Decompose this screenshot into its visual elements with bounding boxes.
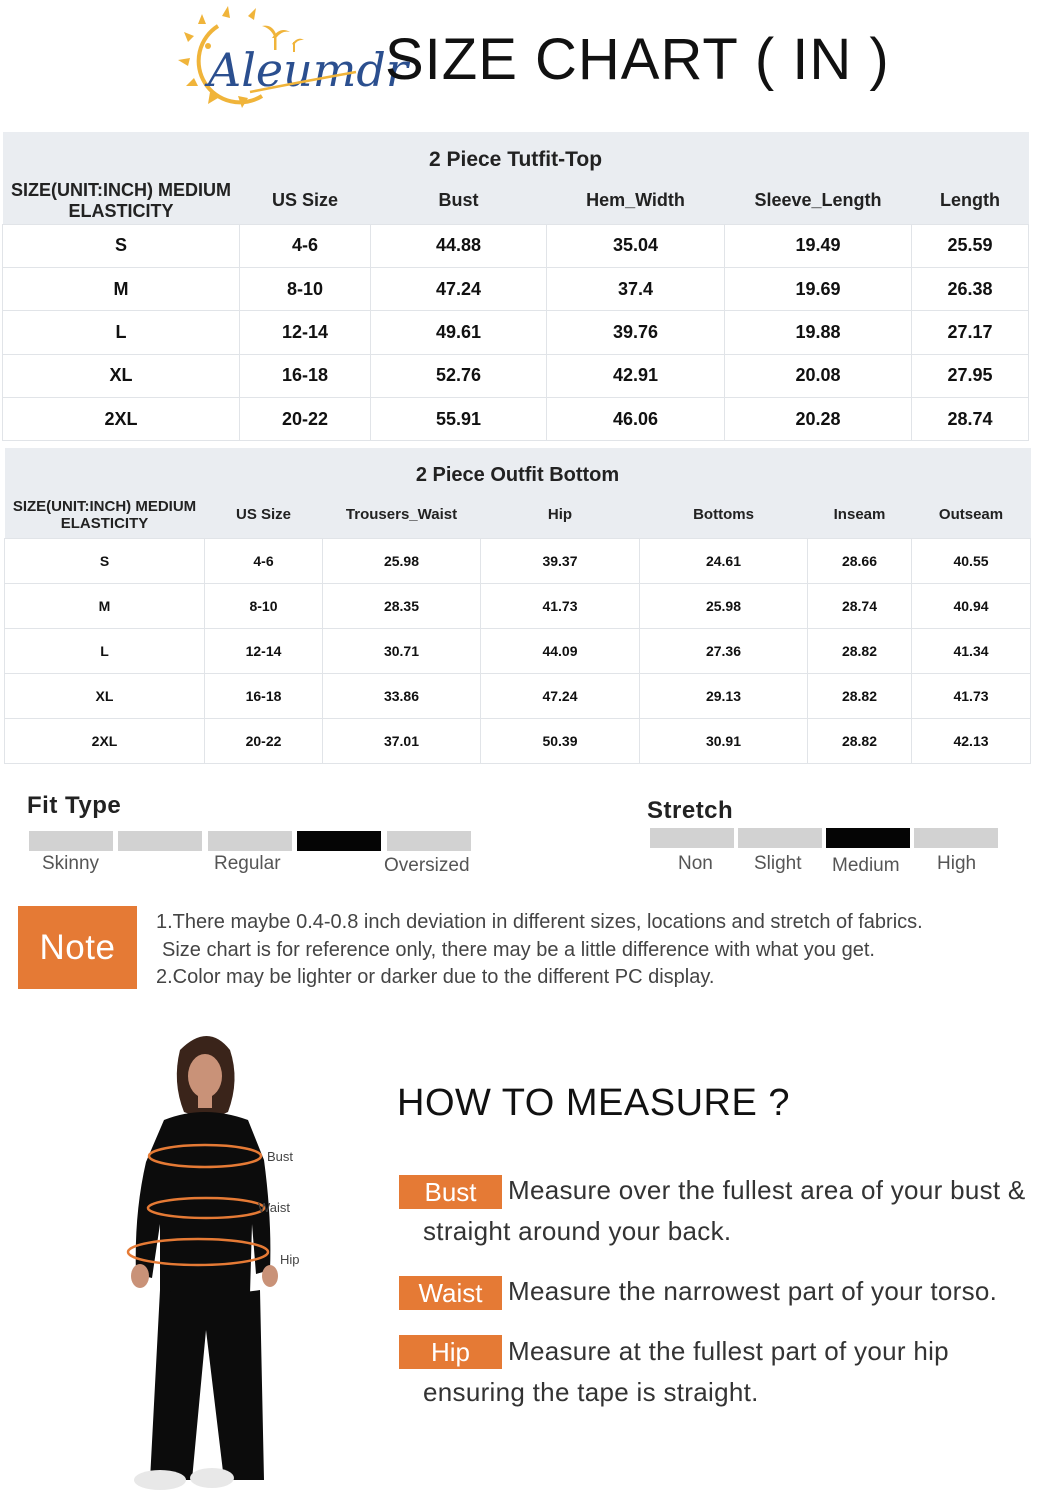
table-row: [3, 354, 1029, 397]
bust-badge: Bust: [399, 1175, 502, 1209]
table-cell: 25.98: [323, 538, 481, 583]
bust-instruction-line-2: straight around your back.: [423, 1216, 732, 1246]
bust-instruction-line-1: Measure over the fullest area of your bust &: [508, 1175, 1026, 1205]
stretch-title: Stretch: [647, 797, 734, 824]
fit-bar-1: [29, 831, 113, 851]
brand-logo: [172, 4, 408, 112]
table-cell: 28.74: [912, 398, 1029, 441]
table-cell: 24.61: [640, 538, 808, 583]
table-cell: 28.82: [808, 718, 912, 763]
table-cell: 40.94: [912, 583, 1031, 628]
hip-badge: Hip: [399, 1335, 502, 1369]
table-cell: 8-10: [240, 267, 371, 310]
bottom-header-cell: Hip: [481, 492, 640, 538]
table-cell: 25.98: [640, 583, 808, 628]
table-cell: 42.13: [912, 718, 1031, 763]
table-cell: 4-6: [240, 224, 371, 267]
stretch-label-medium: Medium: [832, 855, 900, 876]
table-cell: 2XL: [5, 718, 205, 763]
table-cell: 27.36: [640, 628, 808, 673]
bottom-size-table: [4, 448, 1030, 764]
top-table-title: 2 Piece Tutfit-Top: [3, 132, 1029, 178]
table-cell: 26.38: [912, 267, 1029, 310]
hip-instruction-line-2: ensuring the tape is straight.: [423, 1377, 759, 1407]
stretch-bar-high: [914, 828, 998, 848]
fit-label-skinny: Skinny: [42, 853, 100, 874]
note-badge: Note: [18, 906, 137, 989]
bottom-header-cell: SIZE(UNIT:INCH) MEDIUM ELASTICITY: [5, 492, 205, 538]
table-cell: 16-18: [205, 673, 323, 718]
table-cell: 20.08: [725, 354, 912, 397]
top-size-table: [2, 132, 1028, 441]
table-cell: XL: [3, 354, 240, 397]
waist-badge: Waist: [399, 1276, 502, 1310]
model-illustration: [108, 1028, 308, 1500]
table-row: [5, 718, 1031, 763]
bottom-table-title: 2 Piece Outfit Bottom: [5, 448, 1031, 492]
table-cell: 50.39: [481, 718, 640, 763]
table-row: [5, 673, 1031, 718]
table-cell: 46.06: [547, 398, 725, 441]
table-cell: 19.69: [725, 267, 912, 310]
stretch-bar-slight: [738, 828, 822, 848]
table-cell: 30.91: [640, 718, 808, 763]
table-cell: S: [3, 224, 240, 267]
table-cell: 47.24: [481, 673, 640, 718]
model-label-bust: Bust: [267, 1149, 294, 1164]
top-header-cell: Length: [912, 178, 1029, 224]
table-cell: 41.73: [912, 673, 1031, 718]
bottom-header-cell: Inseam: [808, 492, 912, 538]
model-figure-icon: [108, 1028, 308, 1500]
table-row: [3, 398, 1029, 441]
model-label-hip: Hip: [280, 1252, 300, 1267]
fit-bar-4: [297, 831, 381, 851]
page-title: SIZE CHART ( IN ): [385, 27, 890, 92]
table-cell: XL: [5, 673, 205, 718]
stretch-label-high: High: [937, 853, 977, 874]
table-cell: 55.91: [371, 398, 547, 441]
table-cell: 2XL: [3, 398, 240, 441]
waist-instruction: Measure the narrowest part of your torso.: [508, 1276, 998, 1306]
table-cell: 37.01: [323, 718, 481, 763]
table-cell: 12-14: [205, 628, 323, 673]
table-cell: 4-6: [205, 538, 323, 583]
table-cell: 33.86: [323, 673, 481, 718]
fit-label-oversized: Oversized: [384, 855, 470, 876]
table-cell: M: [3, 267, 240, 310]
bottom-header-cell: Outseam: [912, 492, 1031, 538]
sun-logo-icon: [172, 4, 408, 112]
bottom-header-cell: Bottoms: [640, 492, 808, 538]
table-cell: 27.17: [912, 311, 1029, 354]
table-cell: 37.4: [547, 267, 725, 310]
table-cell: 49.61: [371, 311, 547, 354]
fit-bar-2: [118, 831, 202, 851]
table-cell: 39.37: [481, 538, 640, 583]
table-row: [3, 311, 1029, 354]
top-header-cell: Sleeve_Length: [725, 178, 912, 224]
table-cell: 27.95: [912, 354, 1029, 397]
table-cell: 28.82: [808, 673, 912, 718]
table-cell: 35.04: [547, 224, 725, 267]
stretch-label-non: Non: [678, 853, 713, 874]
bottom-header-cell: US Size: [205, 492, 323, 538]
table-cell: 28.82: [808, 628, 912, 673]
table-row: [3, 224, 1029, 267]
table-cell: 40.55: [912, 538, 1031, 583]
table-cell: 44.09: [481, 628, 640, 673]
table-cell: 20.28: [725, 398, 912, 441]
table-cell: 42.91: [547, 354, 725, 397]
top-table-header-row: [3, 178, 1029, 224]
table-cell: 28.35: [323, 583, 481, 628]
table-row: [3, 267, 1029, 310]
stretch-bar-medium: [826, 828, 910, 848]
model-label-waist: Waist: [258, 1200, 291, 1215]
table-cell: 30.71: [323, 628, 481, 673]
table-cell: M: [5, 583, 205, 628]
table-cell: 28.74: [808, 583, 912, 628]
note-line-3: 2.Color may be lighter or darker due to the different PC display.: [156, 966, 715, 988]
bottom-header-cell: Trousers_Waist: [323, 492, 481, 538]
top-header-cell: SIZE(UNIT:INCH) MEDIUM ELASTICITY: [3, 178, 240, 224]
table-cell: 19.49: [725, 224, 912, 267]
table-cell: 25.59: [912, 224, 1029, 267]
bottom-table-header-row: [5, 492, 1031, 538]
table-cell: 52.76: [371, 354, 547, 397]
table-cell: 44.88: [371, 224, 547, 267]
table-cell: 29.13: [640, 673, 808, 718]
table-row: [5, 628, 1031, 673]
table-cell: 28.66: [808, 538, 912, 583]
note-line-1: 1.There maybe 0.4-0.8 inch deviation in different sizes, locations and stretch of fabrics.: [156, 911, 923, 933]
fit-type-title: Fit Type: [27, 792, 122, 819]
table-cell: 41.73: [481, 583, 640, 628]
table-cell: 20-22: [205, 718, 323, 763]
table-cell: L: [5, 628, 205, 673]
table-cell: 41.34: [912, 628, 1031, 673]
table-cell: 47.24: [371, 267, 547, 310]
table-cell: S: [5, 538, 205, 583]
stretch-label-slight: Slight: [754, 853, 802, 874]
stretch-bar-non: [650, 828, 734, 848]
fit-label-regular: Regular: [214, 853, 281, 874]
table-cell: 8-10: [205, 583, 323, 628]
table-cell: L: [3, 311, 240, 354]
table-cell: 20-22: [240, 398, 371, 441]
table-cell: 19.88: [725, 311, 912, 354]
how-to-measure-title: HOW TO MEASURE ?: [397, 1082, 790, 1124]
table-cell: 39.76: [547, 311, 725, 354]
svg-text:Aleumdr: Aleumdr: [208, 43, 408, 97]
fit-bar-5: [387, 831, 471, 851]
top-header-cell: Bust: [371, 178, 547, 224]
fit-bar-3: [208, 831, 292, 851]
table-cell: 12-14: [240, 311, 371, 354]
table-row: [5, 583, 1031, 628]
table-row: [5, 538, 1031, 583]
hip-instruction-line-1: Measure at the fullest part of your hip: [508, 1336, 949, 1366]
table-cell: 16-18: [240, 354, 371, 397]
top-header-cell: Hem_Width: [547, 178, 725, 224]
note-line-2: Size chart is for reference only, there may be a little difference with what you get.: [162, 939, 875, 961]
top-header-cell: US Size: [240, 178, 371, 224]
